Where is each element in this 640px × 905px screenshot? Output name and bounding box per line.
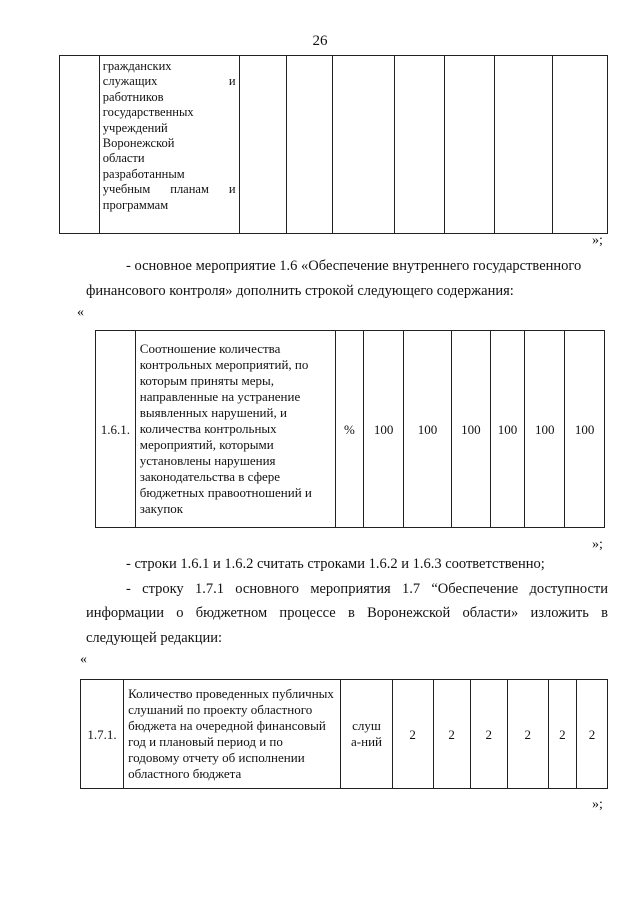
desc-line: учреждений (102, 120, 168, 135)
opening-quote: « (77, 305, 84, 320)
value-cell: 2 (433, 680, 470, 789)
value-cell: 100 (565, 331, 605, 528)
unit-text: слуша-ний (351, 718, 383, 749)
table-cell (286, 56, 333, 234)
desc-line: области (102, 151, 145, 166)
page-number: 26 (312, 33, 328, 49)
value-cell: 2 (392, 680, 433, 789)
desc-line: разработанным (102, 166, 185, 181)
table-cell (333, 56, 394, 234)
table-cell (494, 56, 552, 234)
table-row (81, 680, 608, 789)
table-row-1-6-1 (95, 330, 605, 528)
desc-line: учебным планам и (102, 182, 236, 197)
table-row (96, 331, 605, 528)
desc-line: Воронежской (102, 136, 175, 151)
closing-quote: »; (592, 233, 603, 248)
row-number: 1.7.1. (81, 680, 124, 789)
paragraph-line: - строку 1.7.1 основного мероприятия 1.7 “Обеспечение доступности (126, 581, 608, 597)
value-cell: 100 (490, 331, 525, 528)
table-cell-number (60, 56, 100, 234)
table-cell (394, 56, 444, 234)
value-cell: 2 (548, 680, 576, 789)
row-unit: % (335, 331, 364, 528)
paragraph-line: информации о бюджетном процессе в Воронежской области» изложить в (86, 605, 608, 621)
value-cell: 100 (364, 331, 404, 528)
desc-line: программам (102, 197, 169, 212)
paragraph-line: - строки 1.6.1 и 1.6.2 считать строками 1.6.2 и 1.6.3 соответственно; (126, 556, 545, 572)
desc-line: государственных (102, 105, 194, 120)
row-description: Количество проведенных публичных слушаний по проекту областного бюджета на очередной финансовый год и плановый период и по годовому отчету об исполнении областного бюджета (124, 680, 341, 789)
value-cell: 100 (404, 331, 452, 528)
table-row (60, 56, 608, 234)
value-cell: 2 (470, 680, 507, 789)
value-cell: 2 (576, 680, 607, 789)
desc-line: гражданских (102, 59, 172, 73)
table-cell (552, 56, 607, 234)
desc-line: служащих и (102, 74, 236, 89)
table-cell-description (99, 56, 239, 234)
table-cell (444, 56, 494, 234)
row-description: Соотношение количества контрольных мероприятий, по которым приняты меры, направленные на устранение выявленных нарушений, и количества контрольных мероприятий, которыми установлены нарушения законодательства в сфере бюджетных правоотношений и закупок (135, 331, 335, 528)
desc-line: работников (102, 89, 164, 104)
opening-quote: « (80, 652, 87, 667)
table-continuation (59, 55, 608, 234)
paragraph-line: - основное мероприятие 1.6 «Обеспечение внутреннего государственного (126, 258, 582, 274)
table-row-1-7-1 (80, 679, 608, 789)
paragraph-line: финансового контроля» дополнить строкой следующего содержания: (86, 283, 514, 299)
paragraph-line: следующей редакции: (86, 630, 223, 646)
table-cell (239, 56, 286, 234)
row-unit (341, 680, 392, 789)
closing-quote: »; (592, 797, 603, 812)
value-cell: 100 (525, 331, 565, 528)
value-cell: 2 (507, 680, 548, 789)
value-cell: 100 (451, 331, 490, 528)
row-number: 1.6.1. (96, 331, 136, 528)
closing-quote: »; (592, 537, 603, 552)
